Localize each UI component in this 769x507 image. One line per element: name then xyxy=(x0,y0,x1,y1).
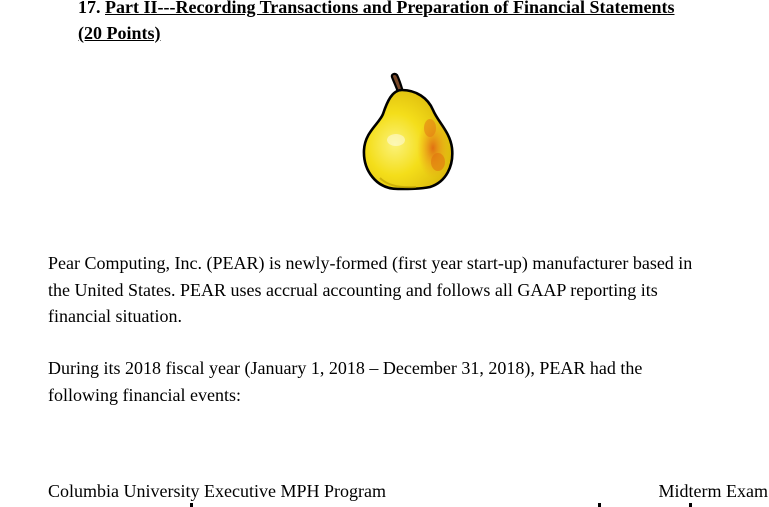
events-paragraph xyxy=(48,355,769,408)
pear-blush-spot xyxy=(424,119,436,137)
pear-highlight xyxy=(387,134,405,146)
next-line-fragment xyxy=(190,503,193,507)
intro-line-2: the United States. PEAR uses accrual accounting and follows all GAAP reporting its xyxy=(48,279,658,300)
intro-paragraph xyxy=(48,250,769,330)
question-number: 17. xyxy=(78,0,101,17)
footer-exam: Midterm Exam xyxy=(658,481,768,501)
pear-blush-spot xyxy=(431,153,445,171)
events-line-1: During its 2018 fiscal year (January 1, 2018 – December 31, 2018), PEAR had the xyxy=(48,358,643,378)
pear-icon xyxy=(358,70,458,194)
intro-line-3: financial situation. xyxy=(48,306,182,326)
intro-line-1: Pear Computing, Inc. (PEAR) is newly-formed (first year start-up) manufacturer based in xyxy=(48,253,693,273)
question-title: Part II---Recording Transactions and Preparation of Financial Statements xyxy=(105,0,675,17)
next-line-fragment xyxy=(598,503,601,507)
events-line-2: following financial events: xyxy=(48,384,241,405)
footer-program: Columbia University Executive MPH Program xyxy=(48,481,386,501)
next-line-fragment xyxy=(689,503,692,507)
question-points: (20 Points) xyxy=(78,23,161,43)
question-heading xyxy=(78,0,768,46)
